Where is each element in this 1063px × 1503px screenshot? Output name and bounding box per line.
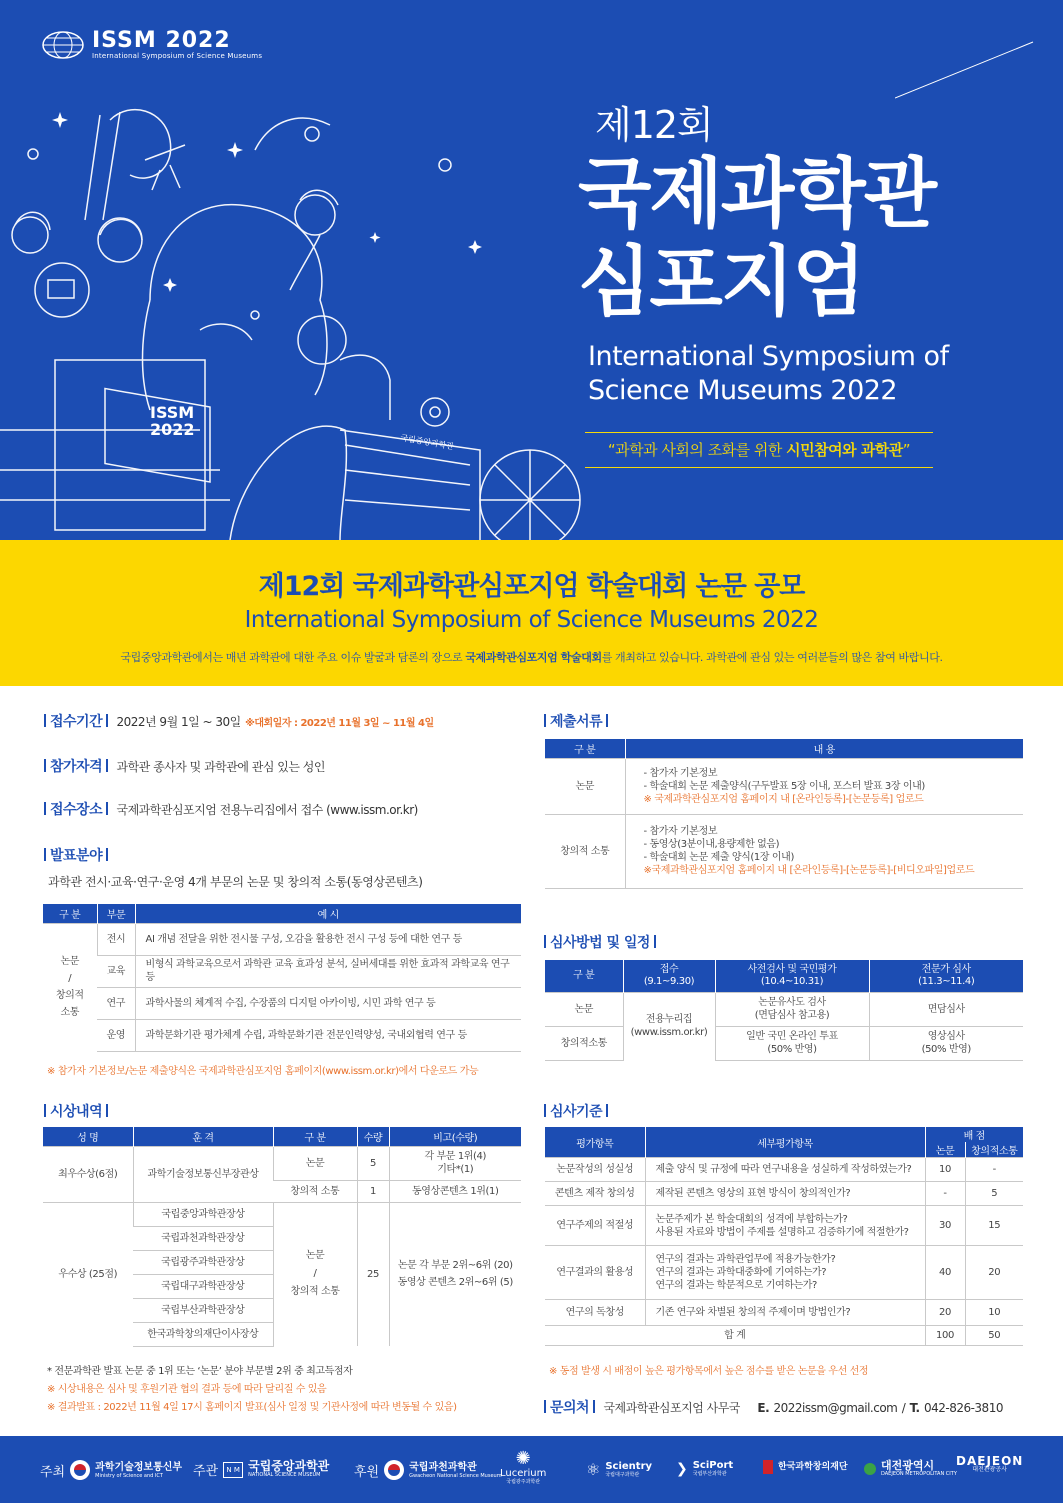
award-excellent-grade: 국립대구과학관장상 bbox=[133, 1274, 273, 1298]
review-row-name: 논문 bbox=[545, 992, 623, 1026]
criteria-table bbox=[545, 1127, 1023, 1346]
bar-divider bbox=[44, 848, 46, 861]
fields-group-cell bbox=[43, 923, 97, 1051]
awards-note-result: ※ 결과발표 : 2022년 11월 4일 17시 홈페이지 발표(심사 일정 및 기관사정에 따라 변동될 수 있음) bbox=[47, 1402, 457, 1413]
footer-sponsor-1 bbox=[354, 1460, 502, 1480]
awards-header-division: 구 분 bbox=[273, 1127, 357, 1146]
review-header-receipt bbox=[623, 960, 715, 992]
review-pre-line: (면담심사 참고용) bbox=[754, 1010, 830, 1021]
fields-part: 교육 bbox=[97, 955, 135, 987]
hero-english-line2: Science Museums 2022 bbox=[588, 375, 898, 406]
fields-example: AI 개념 전달을 위한 전시물 구성, 오감을 활용한 전시 구성 등에 대한 연구 등 bbox=[135, 923, 521, 955]
criteria-item: 연구주제의 적절성 bbox=[545, 1206, 645, 1246]
contact-email-label: E. bbox=[757, 1401, 770, 1415]
daejeon-city-icon bbox=[864, 1463, 876, 1475]
criteria-header-paper: 논문 bbox=[925, 1142, 965, 1158]
fields-group-line: / bbox=[68, 973, 72, 985]
section-awards bbox=[40, 1101, 112, 1121]
footer-host-label: 주최 bbox=[40, 1464, 66, 1480]
contact-tel[interactable]: 042-826-3810 bbox=[923, 1401, 1003, 1415]
fields-group-line: 창의적 bbox=[55, 990, 84, 1002]
review-header-pre bbox=[715, 960, 869, 992]
edition-label: 제12회 bbox=[595, 103, 713, 147]
review-method-label: 심사방법 및 일정 bbox=[550, 935, 650, 951]
criteria-total-paper: 100 bbox=[925, 1326, 965, 1346]
criteria-paper: 10 bbox=[925, 1158, 965, 1182]
fields-group-line: 논문 bbox=[60, 956, 80, 968]
documents-line: - 학술대회 논문 제출 양식(1장 이내) bbox=[643, 852, 794, 863]
section-criteria bbox=[540, 1101, 612, 1121]
logo-subtitle: International Symposium of Science Museums bbox=[92, 52, 263, 60]
awards-header-name: 성 명 bbox=[43, 1127, 133, 1146]
criteria-detail-line: 기존 연구와 차별된 창의적 주제이며 방법인가? bbox=[655, 1307, 851, 1318]
chevron-icon: ❯ bbox=[676, 1460, 688, 1477]
criteria-paper: 40 bbox=[925, 1246, 965, 1300]
award-top-note-line: 기타*(1) bbox=[437, 1164, 474, 1175]
bar-divider bbox=[544, 714, 546, 727]
hero-english-title bbox=[588, 340, 949, 408]
contact-tel-label: T. bbox=[909, 1401, 920, 1415]
documents-header-category: 구 분 bbox=[545, 739, 625, 758]
fields-part: 전시 bbox=[97, 923, 135, 955]
decorative-line bbox=[895, 40, 1035, 100]
criteria-label: 심사기준 bbox=[550, 1104, 603, 1120]
contact-label: 문의처 bbox=[550, 1400, 590, 1416]
review-expert-line: (50% 반영) bbox=[921, 1044, 971, 1055]
review-header-category bbox=[545, 960, 623, 992]
footer-sponsor-sub: 대전관광공사 bbox=[972, 1466, 1008, 1473]
period-label: 접수기간 bbox=[50, 714, 103, 730]
criteria-paper: 20 bbox=[925, 1300, 965, 1326]
illustration-sign-2022: 2022 bbox=[150, 420, 195, 439]
eligibility-label: 참가자격 bbox=[50, 759, 103, 775]
review-method-table bbox=[545, 960, 1023, 1061]
awards-header-grade: 훈 격 bbox=[133, 1127, 273, 1146]
bar-divider bbox=[106, 848, 108, 861]
review-header-main: 전문가 심사 bbox=[921, 963, 971, 975]
awards-note-footnote: * 전문과학관 발표 논문 중 1위 또는 ‘논문’ 분야 부문별 2위 중 최고득점자 bbox=[47, 1366, 353, 1377]
bar-divider bbox=[544, 1104, 546, 1117]
section-period bbox=[40, 711, 434, 731]
documents-note: ※국제과학관심포지엄 홈페이지 내 [온라인등록]-[논문등록]-[비디오파일]업로드 bbox=[643, 865, 975, 876]
review-expert-cell bbox=[869, 1026, 1023, 1060]
documents-header-content: 내 용 bbox=[625, 739, 1023, 758]
review-header-expert bbox=[869, 960, 1023, 992]
documents-table bbox=[545, 739, 1023, 889]
award-excellent-grade: 국립광주과학관장상 bbox=[133, 1250, 273, 1274]
illustration-sign-issm: ISSM bbox=[150, 403, 195, 422]
award-top-note bbox=[389, 1146, 521, 1180]
illustration-building-label: 국립중앙과학관 bbox=[399, 433, 455, 452]
period-note: ※대회일자 : 2022년 11월 3일 ~ 11월 4일 bbox=[245, 718, 434, 729]
place-label: 접수장소 bbox=[50, 802, 103, 818]
hero-banner bbox=[0, 0, 1063, 540]
band-intro bbox=[0, 649, 1063, 665]
section-fields bbox=[40, 845, 112, 865]
awards-note-change: ※ 시상내용은 심사 및 후원기관 협의 결과 등에 따라 달리질 수 있음 bbox=[47, 1384, 327, 1395]
bar-divider bbox=[593, 1400, 595, 1413]
documents-line: - 참가자 기본정보 bbox=[643, 767, 718, 779]
illustration-science-museum bbox=[0, 0, 600, 540]
documents-line: - 참가자 기본정보 bbox=[643, 826, 718, 837]
hero-english-line1: International Symposium of bbox=[588, 341, 949, 372]
fields-header-example: 예 시 bbox=[135, 904, 521, 923]
awards-header-note: 비고(수량) bbox=[389, 1127, 521, 1146]
documents-paper-content bbox=[625, 758, 1023, 814]
review-expert-line: 영상심사 bbox=[927, 1031, 965, 1042]
review-expert-line: 면담심사 bbox=[927, 1003, 965, 1015]
slogan-pre: “과학과 사회의 조화를 위한 bbox=[607, 441, 787, 459]
bar-divider bbox=[44, 759, 46, 772]
bar-divider bbox=[654, 935, 656, 948]
criteria-detail bbox=[645, 1246, 925, 1300]
band-english-title: International Symposium of Science Museums 2022 bbox=[244, 607, 819, 633]
footer-host bbox=[40, 1460, 182, 1480]
documents-creative-name: 창의적 소통 bbox=[545, 814, 625, 888]
award-excellent-note-line: 동영상 콘텐츠 2위~6위 (5) bbox=[397, 1277, 513, 1289]
bar-divider bbox=[106, 714, 108, 727]
award-excellent-grade: 국립중앙과학관장상 bbox=[133, 1202, 273, 1226]
footer-sponsor-name: Scientry bbox=[605, 1461, 653, 1472]
bar-divider bbox=[106, 802, 108, 815]
bar-divider bbox=[106, 1104, 108, 1117]
award-excellent-division-line: / bbox=[313, 1268, 317, 1280]
footer-organizer-label: 주관 bbox=[193, 1464, 219, 1479]
fields-label: 발표분야 bbox=[50, 848, 103, 864]
criteria-header-creative: 창의적소통 bbox=[965, 1142, 1023, 1158]
contact-separator: / bbox=[901, 1401, 906, 1415]
logo-name: ISSM 2022 bbox=[92, 28, 231, 53]
slogan bbox=[585, 432, 933, 468]
footer-sponsor-name: SciPort bbox=[692, 1460, 734, 1471]
criteria-detail-line: 제출 양식 및 규정에 따라 연구내용을 성실하게 작성하였는가? bbox=[655, 1164, 912, 1175]
footer-sponsor-4 bbox=[676, 1460, 733, 1477]
section-documents bbox=[540, 711, 612, 731]
footer-organizer-sub: NATIONAL SCIENCE MUSEUM bbox=[248, 1472, 321, 1478]
criteria-item: 논문작성의 성실성 bbox=[545, 1158, 645, 1182]
bar-divider bbox=[606, 1104, 608, 1117]
criteria-header-detail: 세부평가항목 bbox=[645, 1127, 925, 1158]
award-excellent-name: 우수상 (25점) bbox=[43, 1202, 133, 1346]
award-excellent-grade: 한국과학창의재단이사장상 bbox=[133, 1322, 273, 1346]
footer-organizer bbox=[193, 1460, 329, 1479]
review-header-sub: (9.1~9.30) bbox=[643, 975, 695, 987]
criteria-creative: 5 bbox=[965, 1182, 1023, 1206]
criteria-detail-line: 연구의 결과는 과학관업무에 적용가능한가? bbox=[655, 1254, 836, 1265]
review-header-main: 접수 bbox=[659, 963, 679, 975]
footer-sponsor-name: Lucerium bbox=[500, 1468, 547, 1479]
award-excellent-grade: 국립과천과학관장상 bbox=[133, 1226, 273, 1250]
criteria-creative: - bbox=[965, 1158, 1023, 1182]
fields-description: 과학관 전시·교육·연구·운영 4개 부문의 논문 및 창의적 소통(동영상콘텐츠) bbox=[48, 875, 423, 889]
fields-header-category: 구 분 bbox=[43, 904, 97, 923]
footer-organizer-name: 국립중앙과학관 bbox=[248, 1459, 330, 1473]
review-pre-line: (50% 반영) bbox=[767, 1044, 817, 1055]
sunburst-icon: ✺ bbox=[515, 1448, 531, 1469]
criteria-detail-line: 논문주제가 본 학술대회의 성격에 부합하는가? bbox=[655, 1213, 848, 1225]
call-for-papers-band bbox=[0, 540, 1063, 686]
award-excellent-division-line: 창의적 소통 bbox=[290, 1286, 340, 1298]
bar-divider bbox=[544, 1400, 546, 1413]
awards-table bbox=[43, 1127, 521, 1347]
footer-sponsor-name: 한국과학창의재단 bbox=[778, 1461, 848, 1472]
criteria-note: ※ 동점 발생 시 배점이 높은 평가항목에서 높은 점수를 받은 논문을 우선 선정 bbox=[549, 1366, 869, 1377]
criteria-detail-line: 연구의 결과는 학문적으로 기여하는가? bbox=[655, 1280, 817, 1291]
review-row-name: 창의적소통 bbox=[545, 1026, 623, 1060]
government-seal-icon bbox=[70, 1460, 90, 1480]
criteria-detail-line: 사용된 자료와 방법이 주제를 설명하고 검증하기에 적절한가? bbox=[655, 1226, 909, 1238]
band-title: 제12회 국제과학관심포지엄 학술대회 논문 공모 bbox=[258, 571, 805, 602]
footer-sponsor-5 bbox=[763, 1460, 848, 1474]
criteria-creative: 10 bbox=[965, 1300, 1023, 1326]
documents-line: - 학술대회 논문 제출양식(구두발표 5장 이내, 포스터 발표 3장 이내) bbox=[643, 780, 925, 792]
atom-icon: ⚛ bbox=[586, 1460, 601, 1479]
award-top-qty: 5 bbox=[357, 1146, 389, 1180]
awards-header-qty: 수량 bbox=[357, 1127, 389, 1146]
footer-sponsor-sub: 국립부산과학관 bbox=[692, 1471, 727, 1477]
criteria-paper: 30 bbox=[925, 1206, 965, 1246]
fields-header-part: 부문 bbox=[97, 904, 135, 923]
section-review-method bbox=[540, 932, 660, 952]
footer-sponsor-7 bbox=[956, 1456, 1023, 1473]
criteria-header-item: 평가항목 bbox=[545, 1127, 645, 1158]
award-excellent-division bbox=[273, 1202, 357, 1346]
review-header-main: 사전검사 및 국민평가 bbox=[747, 963, 837, 975]
documents-note: ※ 국제과학관심포지엄 홈페이지 내 [온라인등록]-[논문등록] 업로드 bbox=[643, 793, 924, 805]
bar-divider bbox=[106, 759, 108, 772]
slogan-bold: 시민참여와 과학관 bbox=[786, 441, 903, 459]
fields-example: 비형식 과학교육으로서 과학관 교육 효과성 분석, 실버세대를 위한 효과적 과학교육 연구 등 bbox=[135, 955, 521, 987]
criteria-detail-line: 제작된 콘텐츠 영상의 표현 방식이 창의적인가? bbox=[655, 1188, 851, 1199]
fields-example: 과학문화기관 평가체계 수립, 과학문화기관 전문인력양성, 국내외협력 연구 등 bbox=[135, 1019, 521, 1051]
fields-table bbox=[43, 904, 521, 1052]
documents-paper-name: 논문 bbox=[545, 758, 625, 814]
criteria-creative: 20 bbox=[965, 1246, 1023, 1300]
period-value: 2022년 9월 1일 ~ 30일 bbox=[116, 715, 241, 729]
footer-sponsor-label: 후원 bbox=[354, 1464, 380, 1480]
review-receipt-line: 전용누리집 bbox=[645, 1014, 693, 1026]
award-top-division: 논문 bbox=[273, 1146, 357, 1180]
award-top-note-line: 각 부문 1위(4) bbox=[424, 1151, 487, 1162]
fields-part: 운영 bbox=[97, 1019, 135, 1051]
bar-divider bbox=[606, 714, 608, 727]
footer-sponsor-sub: DAEJEON METROPOLITAN CITY bbox=[881, 1471, 957, 1477]
criteria-total-creative: 50 bbox=[965, 1326, 1023, 1346]
award-excellent-note bbox=[389, 1202, 521, 1346]
review-header-sub: (11.3~11.4) bbox=[918, 975, 975, 987]
globe-icon bbox=[40, 30, 86, 60]
review-pre-cell bbox=[715, 992, 869, 1026]
fields-example: 과학사물의 체계적 수집, 수장품의 디지털 아카이빙, 시민 과학 연구 등 bbox=[135, 987, 521, 1019]
footer-sponsor-sub: 국립대구과학관 bbox=[605, 1472, 640, 1478]
fields-group-line: 소통 bbox=[60, 1007, 80, 1019]
criteria-item: 콘텐츠 제작 창의성 bbox=[545, 1182, 645, 1206]
footer-sponsor-sub: Gwacheon National Science Museum bbox=[409, 1472, 502, 1479]
hero-title-line2: 심포지엄 bbox=[578, 237, 864, 326]
award-top-qty: 1 bbox=[357, 1180, 389, 1202]
documents-creative-content bbox=[625, 814, 1023, 888]
section-contact bbox=[540, 1397, 1003, 1417]
award-top-note: 동영상콘텐츠 1위(1) bbox=[389, 1180, 521, 1202]
review-expert-cell bbox=[869, 992, 1023, 1026]
intro-pre: 국립중앙과학관에서는 매년 과학관에 대한 주요 이슈 발굴과 담론의 장으로 bbox=[120, 651, 466, 664]
bar-divider bbox=[44, 1104, 46, 1117]
criteria-header-score: 배 점 bbox=[925, 1127, 1023, 1142]
criteria-item: 연구의 독창성 bbox=[545, 1300, 645, 1326]
footer-host-name: 과학기술정보통신부 bbox=[95, 1461, 183, 1473]
review-receipt-cell bbox=[623, 992, 715, 1060]
bar-divider bbox=[44, 802, 46, 815]
award-excellent-grade: 국립부산과학관장상 bbox=[133, 1298, 273, 1322]
documents-label: 제출서류 bbox=[550, 714, 603, 730]
footer-sponsor-name: DAEJEON bbox=[956, 1454, 1024, 1468]
review-pre-line: 논문유사도 검사 bbox=[758, 997, 826, 1008]
criteria-detail-line: 연구의 결과는 과학대중화에 기여하는가? bbox=[655, 1267, 827, 1278]
fields-part: 연구 bbox=[97, 987, 135, 1019]
review-header-sub: (10.4~10.31) bbox=[760, 975, 824, 987]
award-top-grade: 과학기술정보통신부장관상 bbox=[133, 1146, 273, 1202]
intro-bold: 국제과학관심포지엄 학술대회 bbox=[465, 651, 602, 664]
contact-org: 국제과학관심포지엄 사무국 bbox=[603, 1401, 740, 1415]
award-top-division: 창의적 소통 bbox=[273, 1180, 357, 1202]
criteria-detail bbox=[645, 1182, 925, 1206]
criteria-total-label: 합 계 bbox=[545, 1326, 925, 1346]
footer-organizers bbox=[0, 1436, 1063, 1503]
footer-sponsor-2 bbox=[500, 1450, 546, 1485]
footer-sponsor-name: 국립과천과학관 bbox=[409, 1461, 477, 1473]
review-header-main: 구 분 bbox=[573, 969, 595, 981]
criteria-creative: 15 bbox=[965, 1206, 1023, 1246]
award-excellent-note-line: 논문 각 부문 2위~6위 (20) bbox=[397, 1260, 513, 1272]
review-pre-line: 일반 국민 온라인 투표 bbox=[746, 1031, 838, 1042]
eligibility-value: 과학관 종사자 및 과학관에 관심 있는 성인 bbox=[116, 760, 325, 774]
section-eligibility bbox=[40, 756, 325, 776]
documents-line: - 동영상(3분이내,용량제한 없음) bbox=[643, 839, 780, 850]
footer-sponsor-sub: 국립광주과학관 bbox=[506, 1479, 541, 1485]
criteria-paper: - bbox=[925, 1182, 965, 1206]
hero-title bbox=[578, 150, 935, 326]
fields-note: ※ 참가자 기본정보/논문 제출양식은 국제과학관심포지엄 홈페이지(www.issm.or.kr)에서 다운로드 가능 bbox=[47, 1066, 479, 1077]
award-top-name: 최우수상(6점) bbox=[43, 1146, 133, 1202]
awards-label: 시상내역 bbox=[50, 1104, 103, 1120]
hero-title-line1: 국제과학관 bbox=[578, 149, 936, 238]
review-receipt-line: (www.issm.or.kr) bbox=[630, 1027, 708, 1039]
footer-sponsor-name: 대전광역시 bbox=[881, 1459, 935, 1472]
bar-divider bbox=[544, 935, 546, 948]
section-place bbox=[40, 799, 418, 819]
issm-logo bbox=[40, 30, 262, 60]
intro-post: 를 개최하고 있습니다. 과학관에 관심 있는 여러분들의 많은 참여 바랍니다. bbox=[601, 651, 943, 664]
kofac-logo-icon bbox=[763, 1460, 773, 1474]
footer-sponsor-6 bbox=[864, 1460, 957, 1477]
slogan-post: ” bbox=[902, 441, 911, 459]
criteria-detail bbox=[645, 1206, 925, 1246]
nsm-logo-icon: N M bbox=[223, 1462, 243, 1478]
review-pre-cell bbox=[715, 1026, 869, 1060]
place-value: 국제과학관심포지엄 전용누리집에서 접수 (www.issm.or.kr) bbox=[116, 803, 418, 817]
footer-host-sub: Ministry of Science and ICT bbox=[95, 1472, 163, 1479]
award-excellent-division-line: 논문 bbox=[305, 1250, 325, 1262]
footer-sponsor-3 bbox=[586, 1460, 652, 1479]
award-excellent-qty: 25 bbox=[357, 1202, 389, 1346]
criteria-detail bbox=[645, 1158, 925, 1182]
government-seal-icon bbox=[384, 1460, 404, 1480]
bar-divider bbox=[44, 714, 46, 727]
contact-email[interactable]: 2022issm@gmail.com bbox=[773, 1401, 898, 1415]
criteria-detail bbox=[645, 1300, 925, 1326]
criteria-item: 연구결과의 활용성 bbox=[545, 1246, 645, 1300]
